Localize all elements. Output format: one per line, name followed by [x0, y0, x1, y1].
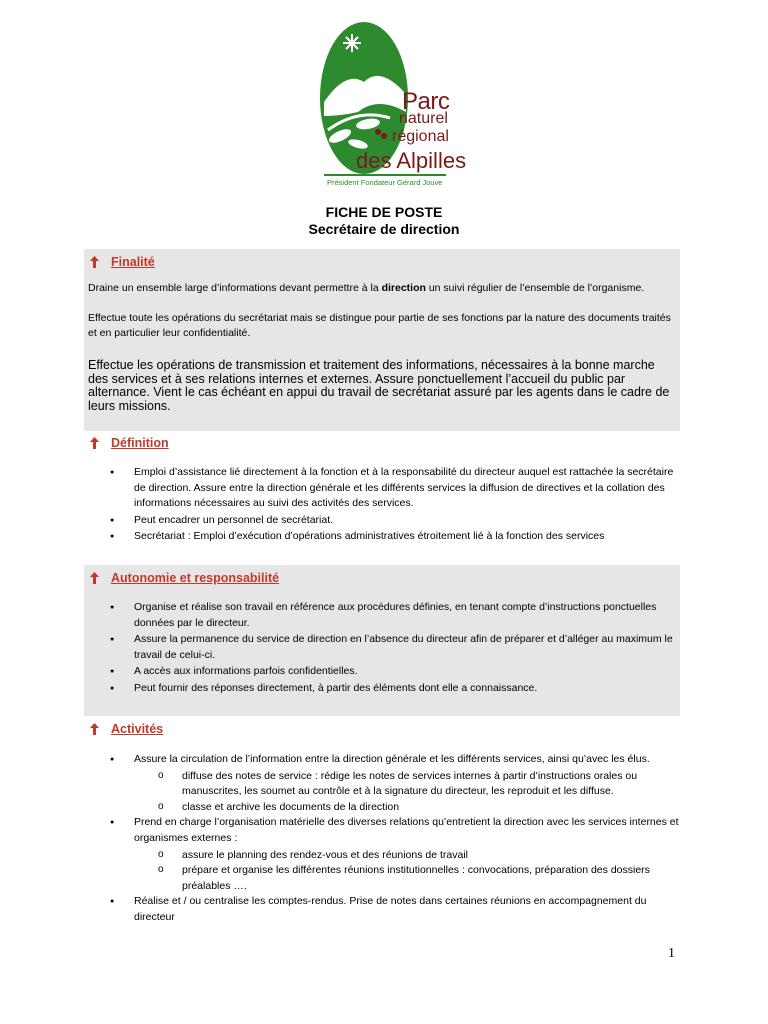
section-definition: [84, 430, 680, 554]
finalite-paragraph-3: Effectue les opérations de transmission et traitement des informations, nécessaires à la bonne marche des services et à ses relations internes et externes. Assure ponctuellement l’accueil du public par alternance. Vient le cas échéant en appui du travail de secrétariat assuré par les agents dans le cadre de leurs missions.: [88, 358, 670, 413]
logo-text-alpilles: des Alpilles: [356, 148, 467, 173]
list-item: ● Emploi d’assistance lié directement à la fonction et à la responsabilité du directeur auquel est rattachée la secrétaire de direction. Assure entre la direction générale et les différents services la diffusion de directives et la collation des informations nécessaires au suivi des activités des services.: [84, 465, 680, 512]
list-item: ● Prend en charge l’organisation matérielle des diverses relations qu’entretient la direction avec les services internes et organismes externes :: [84, 815, 680, 846]
logo-divider: [324, 174, 446, 176]
activites-list: [84, 752, 680, 927]
section-title: Finalité: [111, 255, 155, 269]
arrow-up-icon: [90, 256, 99, 268]
page-number: 1: [668, 946, 675, 961]
section-activites: [84, 716, 680, 940]
list-item: ● Secrétariat : Emploi d’exécution d’opérations administratives étroitement lié à la fonction des services: [84, 529, 680, 545]
list-item: ● Assure la permanence du service de direction en l’absence du directeur afin de préparer et d’alléger au maximum le travail de celui-ci.: [84, 632, 680, 663]
finalite-paragraph-1: Draine un ensemble large d’informations devant permettre à la direction un suivi régulier de l’ensemble de l’organisme.: [88, 282, 645, 294]
list-item: ● Peut encadrer un personnel de secrétariat.: [84, 513, 680, 529]
document-subtitle: Secrétaire de direction: [308, 221, 460, 237]
section-title: Autonomie et responsabilité: [111, 571, 280, 585]
section-header: [90, 720, 163, 738]
logo-text-regional: régional: [392, 128, 449, 145]
section-autonomie: [84, 565, 680, 716]
autonomie-list: [84, 600, 680, 698]
list-item: ● Peut fournir des réponses directement, à partir des éléments dont elle a connaissance.: [84, 681, 680, 697]
section-title: Activités: [111, 722, 164, 736]
logo-text-parc: Parc: [402, 88, 450, 115]
document-title: FICHE DE POSTE: [325, 204, 443, 220]
sub-list-item: o assure le planning des rendez-vous et des réunions de travail: [84, 848, 680, 864]
sub-list-item: o classe et archive les documents de la direction: [84, 800, 680, 816]
logo-tagline: Président Fondateur Gérard Jouve: [327, 178, 443, 187]
finalite-paragraph-2: Effectue toute les opérations du secrétariat mais se distingue pour partie de ses fonctions par la nature des documents traités et en particulier leur confidentialité.: [88, 312, 671, 339]
section-finalite: [84, 249, 680, 431]
arrow-up-icon: [90, 437, 99, 449]
list-item: ● Organise et réalise son travail en référence aux procédures définies, en tenant compte d’instructions ponctuelles données par le directeur.: [84, 600, 680, 631]
sub-list-item: o prépare et organise les différentes réunions institutionnelles : convocations, préparation des dossiers préalables ….: [84, 863, 680, 894]
section-header: [90, 434, 169, 452]
arrow-up-icon: [90, 572, 99, 584]
list-item: ● A accès aux informations parfois confidentielles.: [84, 664, 680, 680]
list-item: ● Réalise et / ou centralise les comptes-rendus. Prise de notes dans certaines réunions en accompagnement du directeur: [84, 894, 680, 925]
sub-list-item: o diffuse des notes de service : rédige les notes de services internes à partir d’instructions orales ou manuscrites, les soumet au contrôle et à la signature du directeur, les reproduit et les diffuse.: [84, 769, 680, 800]
definition-list: [84, 465, 680, 546]
list-item: ● Assure la circulation de l’information entre la direction générale et les différents services, ainsi qu’avec les élus.: [84, 752, 680, 768]
section-header: [90, 569, 279, 587]
section-header: [90, 253, 155, 271]
logo-text-naturel: naturel: [399, 110, 448, 127]
section-title: Définition: [111, 436, 169, 450]
arrow-up-icon: [90, 723, 99, 735]
